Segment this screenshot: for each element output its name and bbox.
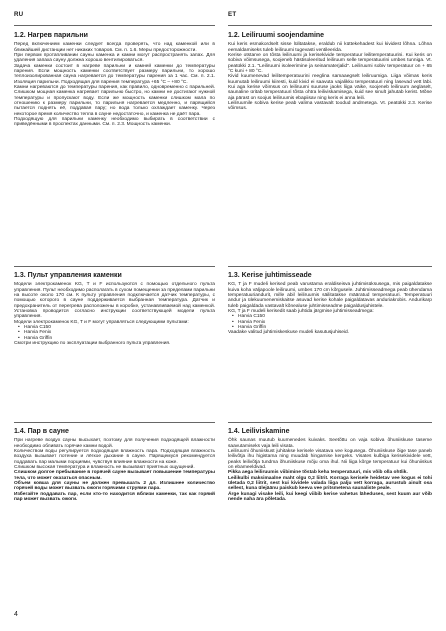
paragraph: Kerise otstarve on tõsta leiliruumi ja kerisekivide temperatuur leilitemperatuurini. Kui keris on sobiva võimsusega, soojeneb hästisoleeritud leiliruum selle temperatuurini umbes tunniga. Vt. peatükki 2.1. "Leiliruumi isoleerimine ja seinamaterjalid". Leiliruumi sobiv temperatuur on + 65 °C kuni + 80 °C.	[228, 52, 432, 74]
section-divider	[228, 266, 432, 267]
paragraph: Задача каменки состоит в нагреве парильни и камней каменки до температуры парения. Если мощность каменки соответствует размеру парильни, то хорошо теплоизолированная сауна нагревается до температуры парения за 1 час. См. п. 2.1. Изоляция парильни. Подходящая для парения температура +65 °С – +80 °С.	[14, 63, 215, 85]
warning-paragraph: Pikka aega leiliruumis viibimine tõstab keha temperatuuri, mis võib olla ohtlik.	[228, 470, 408, 476]
list-item: • Harvia Fenix	[238, 320, 432, 325]
section-ru-steam	[14, 422, 215, 502]
header-rule-right	[228, 25, 432, 26]
section-divider	[14, 266, 215, 267]
section-et-steam	[228, 422, 432, 502]
paragraph: Kivid kuumenevad leilitemperatuurini reeglina samaaegselt leiliruumiga. Liiga võimas keris kuumutab leiliruumi kiiresti, kuid kivid ei saavuta vajalikku temperatuuri ning lasevad vett läbi. Kui aga kerise võimsus on leiliruumi suuruse jaoks liiga väike, soojeneb leiliruum aeglaselt, saunaline üritab temperatuuri tõsta ohtra leiliviskamisega, kuid see sinult jahutab kerist. Mõne aja pärast on soojus leiliruumis ebapiisav ning keris ei anna leili.	[228, 74, 432, 101]
paragraph: При первом протапливании сауны каменка и камни могут распространять запах. Для удаления запаха сауну должна хорошо вентилироваться.	[14, 52, 215, 64]
warning-paragraph: Избегайте поддавать пар, если кто-то находится вблизи каменки, так как горяий пар может вызвать ожоги.	[14, 491, 215, 502]
section-ru-control-unit	[14, 266, 215, 346]
section-et-control-unit	[228, 266, 432, 336]
section-divider	[228, 422, 432, 423]
paragraph: Kui keris esmakordselt sisse lülitatakse, eraldub nii küttekehadest kui kividest lõhna. Lõhna eemaldamiseks tuleb leiliruumi tugevasti ventileerida.	[228, 42, 432, 53]
language-label-ru: RU	[14, 11, 24, 18]
paragraph: Смотри инструкцию по эксплуатации выбранного пульта управления.	[14, 340, 171, 346]
paragraph: Количеством воды регулируется подходящая влажность пара. Подходящая влажность воздуха вызывает потение и лёгкое дыхание в сауне. Парящемуся рекомендуется поддавать пар малыми порциями, чувствуя влияние влажности на коже.	[14, 448, 215, 465]
header-rule-left	[14, 25, 215, 26]
warning-paragraph: Объем ковша для сауны не должен превышать 2 дл. Излишнее количество горячей воды может вызвать ожоги горячими струями пара.	[14, 480, 215, 492]
paragraph: При нагреве воздух сауны высыхает, поэтому для получения подходящей влажности необходимо обливать горячие камни водой.	[14, 438, 215, 449]
paragraph: KG, T ja F mudeli kerised peab varustama eraldiseisva juhtimisüksusega, mis paigaldatakse kuiva koha väljapoole leiliruumi, umbes 170 cm kõrgusele. Juhtimisseadmega peab ühendama temperatuuriandurit, mille abil leiliruumis säilitatakse määratud temperatuuri. Temperatuuri andur ja ülekuumenemiskaitse asuvad kerise kohale paigaldatavas anduriakrobis. Andurikarp tuleb paigaldada vastavalt kõnealuse juhtimisseadme paigaldusjuhistele.	[228, 282, 432, 309]
paragraph: Õhk saunas muutub kuumenedes kuivaks. Seetõttu on vaja sobiva õhuniiskuse taseme saavutamiseks vaja leili visata.	[228, 438, 432, 449]
paragraph: Подходящую для парильни каменку необходимо выбирать в соответствии с приведёнными в проспектах данными. См. п. 2.3. Мощность каменки.	[14, 117, 215, 128]
paragraph: Перед включением каменки следует всегда проверять, что над каменкой или в ближайшей дистанции нет никаких товаров. См. п. 1.6. Меры предосторожности.	[14, 42, 215, 53]
list-item: • Harvia Griffin	[24, 336, 215, 341]
list-item: • Harvia Fenix	[24, 330, 215, 335]
section-title: 1.2. Leiliruumi soojendamine	[228, 32, 325, 39]
paragraph: KG, T ja F mudeli kerisedit saab juhtida järgmise juhtimisseadmega:	[228, 308, 374, 314]
paragraph: Leiliruumile sobiva kerise peab valima vastavalt toodud andmetega. Vt. peatükki 2.3. Kerise võimsus.	[228, 100, 432, 112]
section-title: 1.2. Нагрев парильни	[14, 32, 88, 39]
warning-paragraph: Ärge kunagi visake leili, kui keegi viibib kerise vahetus läheduses, sest kuum aur võib nende naha ära põletada.	[228, 491, 432, 502]
section-title: 1.4. Пар в сауне	[14, 428, 69, 435]
paragraph: Камни нагреваются до температуры парения, как правило, одновременно с парильней. Слишком мощная каменка нагревает парильню быстро, но камни не достигают нужной температуры и пропускают воду. Если же мощность каменки слишком мала по отношению к размеру парильни, то парильня нагревается медленно, и парящийся пытается поднять её, поддавая пару; но вода только охлаждает каменку. Через некоторое время количество тепла в сауне недостаточно, и каменка не даёт пара.	[14, 84, 215, 117]
section-et-heating	[228, 32, 432, 112]
list-item: • Harvia C150	[238, 314, 432, 319]
paragraph: Vaadake valitud juhtimiskeskuse mudeli kasutusjuhiseid.	[228, 330, 350, 336]
list-item: • Harvia Griffin	[238, 325, 432, 330]
section-divider	[14, 422, 215, 423]
control-unit-list	[14, 325, 215, 341]
list-item: • Harvia C150	[24, 325, 215, 330]
warning-paragraph: Leilikulbi maksimaalne maht olgu 0,2 liitrit. Korraga kerisele heidetav vee kogus ei tohi ületada 0,2 liitrit, sest kui kividele valada liiga palju vett korraga, aurustub ainult osa sellest, kuna ülejäänu paiskub keeva vee pritsmetena saunaliste peale.	[228, 475, 432, 492]
warning-paragraph: Слишком долгое пребывание в горячей сауне вызывает повышение температуры тела, что может оказаться опасным.	[14, 470, 215, 481]
paragraph: Leiliruumi õhuniiskust juhitakse kerisele visatava vee kogusega. Õhuniiskuse õige tase paneb leilivõtja ihu higistama ning muudab hingamise kergeks. Visates kulbiga kerisekividele vett, peaks leilivõtja tundma õhuniiskuse mõju oma ihul. Nii liiga kõrge temperatuur kui õhuniiskus on ebameeldivad.	[228, 448, 432, 470]
section-ru-heating	[14, 32, 215, 128]
paragraph: Модели электрокаменок KG, T и F могут управляться следующими пультами:	[14, 319, 189, 325]
paragraph: Слишком высокая температура и влажность не вызывают приятных ощущений.	[14, 464, 195, 470]
control-unit-list	[228, 314, 432, 330]
page-number: 4	[14, 611, 18, 618]
section-title: 1.3. Пульт управления каменки	[14, 272, 122, 279]
language-label-et: ET	[228, 11, 237, 18]
section-title: 1.4. Leiliviskamine	[228, 428, 290, 435]
section-title: 1.3. Kerise juhtimisseade	[228, 272, 312, 279]
paragraph: Модели электрокаменок KG, T и F используются с помощью отдельного пульта управления. Пульт необходимо располагать в сухом помещении за пределами парильни на высоте около 170 см. К пульту управления подключается датчик температуры, с помощью которого в сауне поддерживается выбранная температура. Датчик и предохранитель от перегрева расположены в коробке, устанавливаемой над каменкой. Установка проводится согласно инструкции соответствующей модели пульта управления.	[14, 282, 215, 320]
